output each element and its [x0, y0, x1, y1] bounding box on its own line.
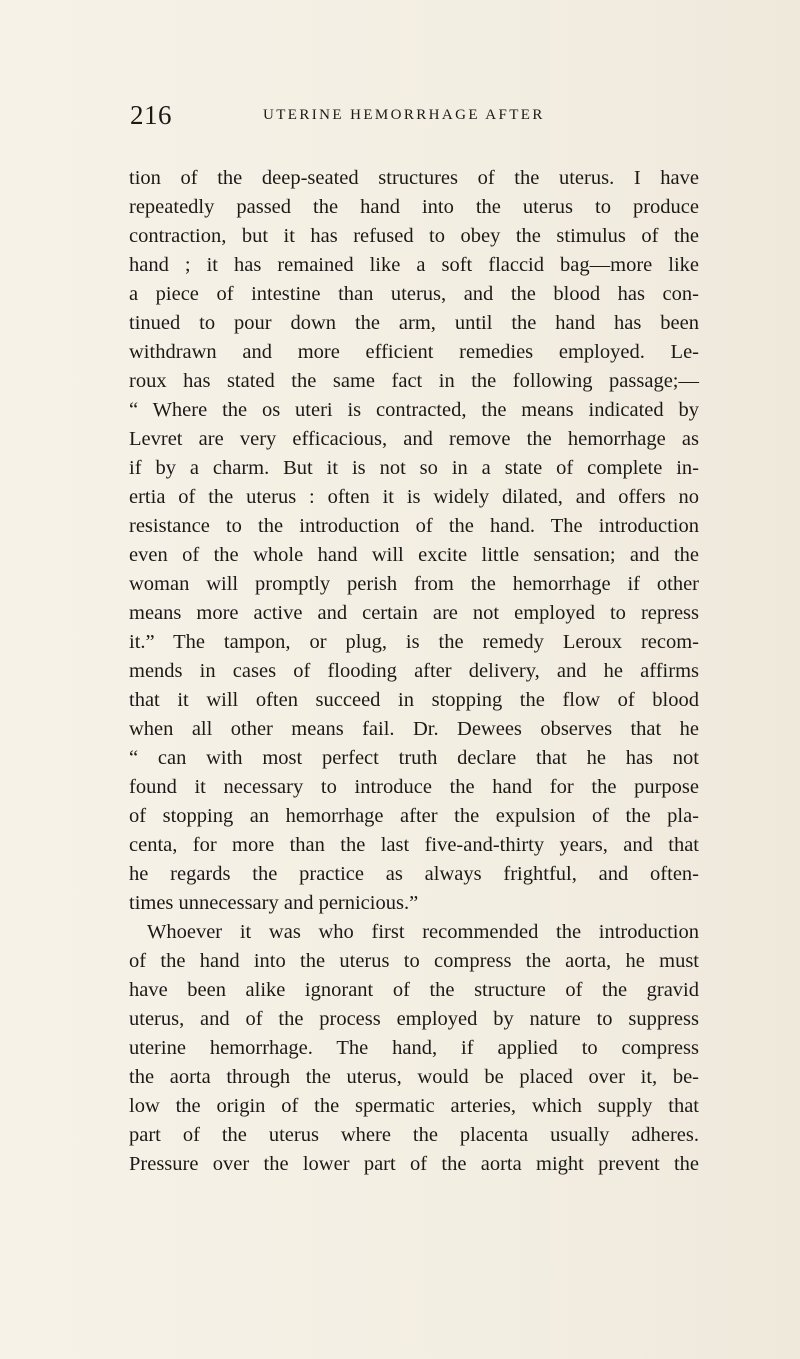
text-line: mends in cases of flooding after delivery, and he affirms [129, 660, 699, 682]
text-line: repeatedly passed the hand into the uterus to produce [129, 196, 699, 218]
text-line: of the hand into the uterus to compress the aorta, he must [129, 950, 699, 972]
paragraph-start-line: Whoever it was who first recommended the introduction [147, 921, 699, 943]
text-line: found it necessary to introduce the hand for the purpose [129, 776, 699, 798]
text-line: low the origin of the spermatic arteries, which supply that [129, 1095, 699, 1117]
text-line: uterus, and of the process employed by nature to suppress [129, 1008, 699, 1030]
text-line: if by a charm. But it is not so in a state of complete in- [129, 457, 699, 479]
text-line: ertia of the uterus : often it is widely dilated, and offers no [129, 486, 699, 508]
text-line: woman will promptly perish from the hemorrhage if other [129, 573, 699, 595]
text-line: means more active and certain are not employed to repress [129, 602, 699, 624]
text-line: Levret are very efficacious, and remove the hemorrhage as [129, 428, 699, 450]
text-line: when all other means fail. Dr. Dewees observes that he [129, 718, 699, 740]
text-line: tinued to pour down the arm, until the hand has been [129, 312, 699, 334]
paragraph-end-line: times unnecessary and pernicious.” [129, 892, 419, 914]
text-line: the aorta through the uterus, would be placed over it, be- [129, 1066, 699, 1088]
running-head: UTERINE HEMORRHAGE AFTER [263, 107, 545, 123]
page-number: 216 [130, 100, 172, 130]
text-line: part of the uterus where the placenta usually adheres. [129, 1124, 699, 1146]
text-line: he regards the practice as always frightful, and often- [129, 863, 699, 885]
page-header [130, 100, 690, 140]
text-line: have been alike ignorant of the structure of the gravid [129, 979, 699, 1001]
text-line: Pressure over the lower part of the aorta might prevent the [129, 1153, 699, 1175]
text-line: tion of the deep-seated structures of the uterus. I have [129, 167, 699, 189]
text-line: contraction, but it has refused to obey the stimulus of the [129, 225, 699, 247]
text-line: that it will often succeed in stopping the flow of blood [129, 689, 699, 711]
text-line: even of the whole hand will excite little sensation; and the [129, 544, 699, 566]
text-line: “ Where the os uteri is contracted, the means indicated by [129, 399, 699, 421]
text-line: it.” The tampon, or plug, is the remedy Leroux recom- [129, 631, 699, 653]
text-line: resistance to the introduction of the hand. The introduction [129, 515, 699, 537]
text-line: centa, for more than the last five-and-thirty years, and that [129, 834, 699, 856]
text-line: a piece of intestine than uterus, and the blood has con- [129, 283, 699, 305]
text-line: roux has stated the same fact in the following passage;— [129, 370, 699, 392]
text-line: “ can with most perfect truth declare that he has not [129, 747, 699, 769]
body-text [129, 164, 699, 1179]
text-line: withdrawn and more efficient remedies employed. Le- [129, 341, 699, 363]
text-line: hand ; it has remained like a soft flaccid bag—more like [129, 254, 699, 276]
text-line: of stopping an hemorrhage after the expulsion of the pla- [129, 805, 699, 827]
text-line: uterine hemorrhage. The hand, if applied to compress [129, 1037, 699, 1059]
